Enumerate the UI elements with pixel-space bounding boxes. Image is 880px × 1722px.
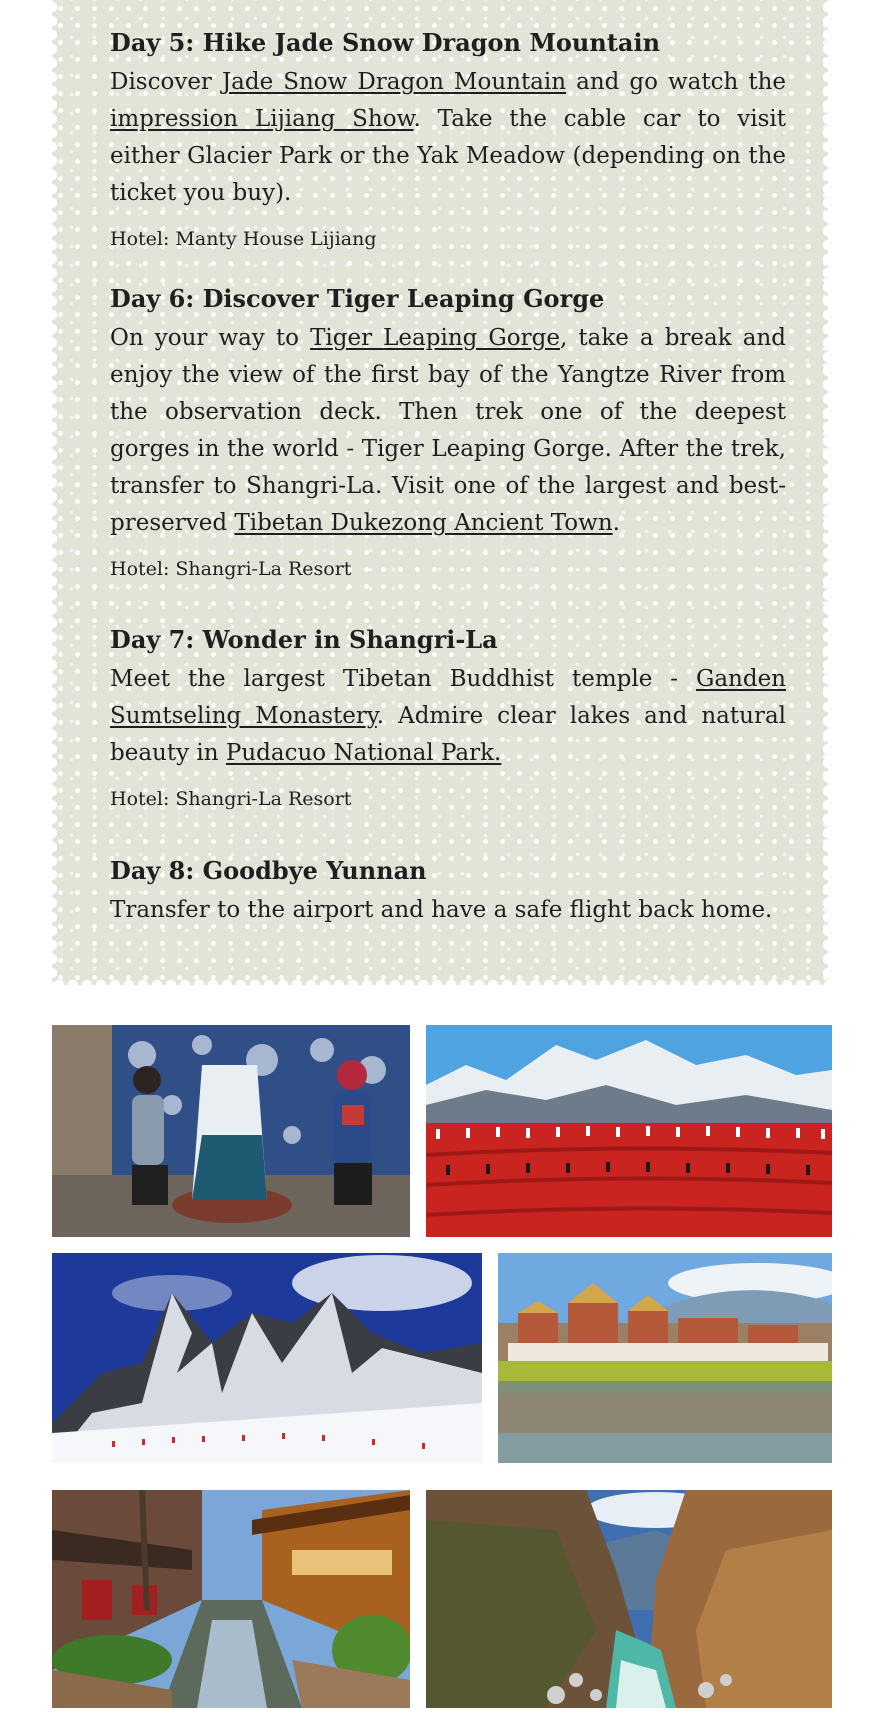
photo-songzanlin-monastery: [498, 1253, 832, 1463]
tiger-leaping-gorge-link[interactable]: Tiger Leaping Gorge: [310, 325, 560, 351]
day-7-text-2: . Admire clear lakes and natural beauty in: [110, 703, 787, 766]
day-5-title: Day 5: Hike Jade Snow Dragon Mountain: [110, 28, 661, 57]
day-7-description: [110, 661, 786, 772]
day-6-text-3: .: [612, 510, 620, 536]
day-7-title: Day 7: Wonder in Shangri-La: [110, 625, 498, 654]
day-6-hotel: Hotel: Shangri-La Resort: [110, 558, 352, 580]
ganden-sumtseling-monastery-link[interactable]: Ganden Sumtseling Monastery: [110, 666, 786, 729]
photo-tiger-leaping-gorge: [426, 1490, 832, 1708]
day-5-text-1: Discover: [110, 69, 222, 95]
itinerary-card: [52, 0, 828, 985]
day-8-section: [110, 854, 772, 929]
photo-impression-lijiang-show: [426, 1025, 832, 1237]
photo-jade-snow-dragon-mountain: [52, 1253, 482, 1463]
day-5-description: [110, 64, 786, 212]
impression-lijiang-show-link[interactable]: impression Lijiang Show: [110, 106, 414, 132]
pudacuo-national-park-link[interactable]: Pudacuo National Park.: [225, 740, 502, 766]
day-6-title: Day 6: Discover Tiger Leaping Gorge: [110, 284, 605, 313]
day-5-text-3: . Take the cable car to visit either Glacier Park or the Yak Meadow (depending on the ticket you buy).: [110, 106, 786, 206]
day-7-hotel: Hotel: Shangri-La Resort: [110, 788, 352, 810]
day-6-text-1: On your way to: [110, 325, 311, 351]
day-7-text-1: Meet the largest Tibetan Buddhist temple -: [110, 666, 696, 692]
day-7-section: [110, 623, 786, 812]
jade-snow-dragon-mountain-link[interactable]: Jade Snow Dragon Mountain: [221, 69, 567, 95]
scalloped-edge-left: [47, 0, 57, 985]
scalloped-edge-bottom: [52, 980, 828, 990]
day-6-text-2: , take a break and enjoy the view of the first bay of the Yangtze River from the observation deck. Then trek one of the deepest gorges in the world - Tiger Leaping Gorge. After the trek, transfer to Shangri-La. Visit one of the largest and best-preserved: [110, 325, 786, 536]
day-8-description: Transfer to the airport and have a safe flight back home.: [110, 897, 773, 923]
photo-lijiang-old-town: [52, 1490, 410, 1708]
day-5-hotel: Hotel: Manty House Lijiang: [110, 228, 377, 250]
day-5-text-2: and go watch the: [566, 69, 786, 95]
day-8-title: Day 8: Goodbye Yunnan: [110, 856, 427, 885]
day-5-section: [110, 26, 786, 252]
photo-batik-dyeing: [52, 1025, 410, 1237]
day-6-section: [110, 282, 786, 582]
scalloped-edge-right: [823, 0, 833, 985]
day-6-description: [110, 320, 786, 542]
tibetan-dukezong-ancient-town-link[interactable]: Tibetan Dukezong Ancient Town: [234, 510, 613, 536]
